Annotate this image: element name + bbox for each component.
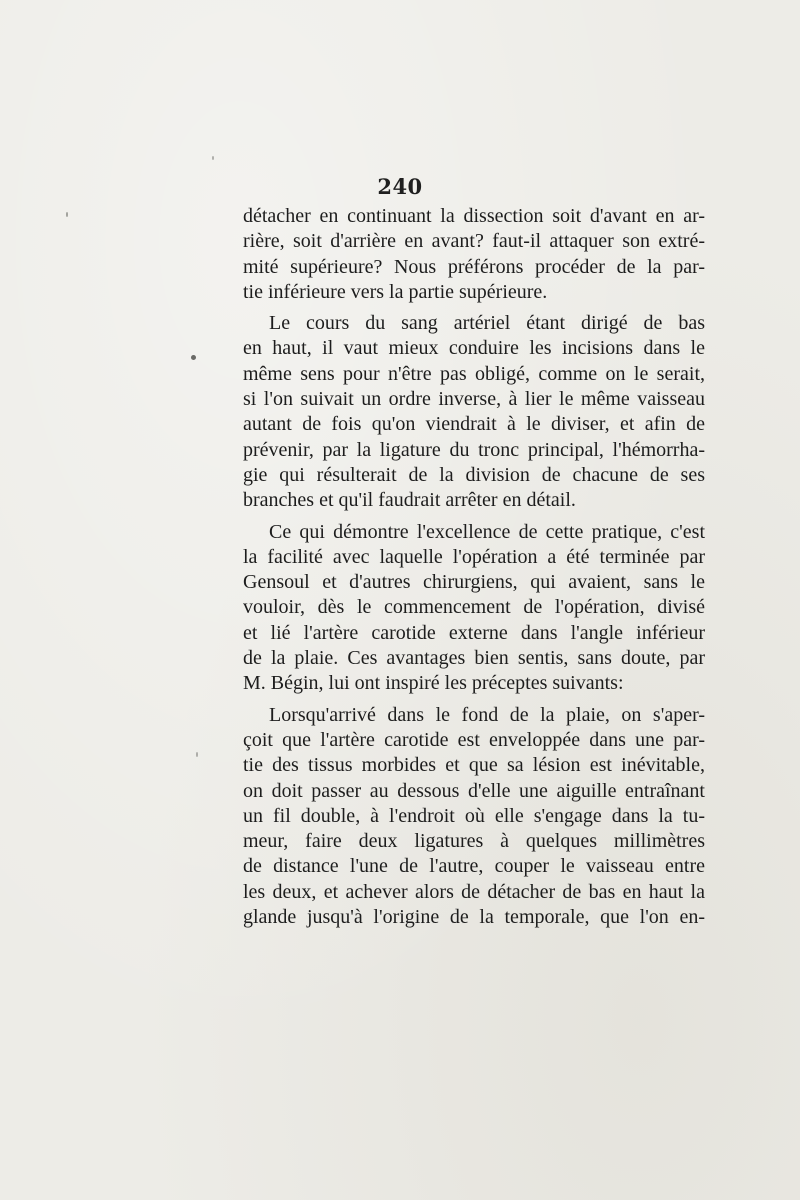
text-line: autant de fois qu'on viendrait à le diviser, et afin de <box>243 413 705 436</box>
text-line: en haut, il vaut mieux conduire les incisions dans le <box>243 337 705 360</box>
paragraph <box>243 703 705 931</box>
text-line: Le cours du sang artériel étant dirigé de bas <box>269 312 705 335</box>
text-line: détacher en continuant la dissection soit d'avant en ar- <box>243 205 705 227</box>
text-line: même sens pour n'être pas obligé, comme on le serait, <box>243 362 705 385</box>
text-line: de la plaie. Ces avantages bien sentis, sans doute, par <box>243 647 705 670</box>
text-line: meur, faire deux ligatures à quelques millimètres <box>243 830 705 853</box>
text-line: un fil double, à l'endroit où elle s'engage dans la tu- <box>243 804 705 827</box>
text-line: les deux, et achever alors de détacher de bas en haut la <box>243 880 705 903</box>
body-text <box>243 204 705 930</box>
text-line: de distance l'une de l'autre, couper le vaisseau entre <box>243 855 705 878</box>
text-line: et lié l'artère carotide externe dans l'angle inférieur <box>243 621 705 644</box>
paragraph <box>243 311 705 513</box>
paper-speck <box>191 355 196 360</box>
text-line: prévenir, par la ligature du tronc principal, l'hémorrha- <box>243 438 705 461</box>
text-line: glande jusqu'à l'origine de la temporale, que l'on en- <box>243 906 705 929</box>
text-line: tie inférieure vers la partie supérieure. <box>243 280 548 303</box>
paper-speck <box>66 212 68 217</box>
text-line: rière, soit d'arrière en avant? faut-il attaquer son extré- <box>243 230 705 253</box>
paper-speck <box>196 752 198 757</box>
text-line: M. Bégin, lui ont inspiré les préceptes suivants: <box>243 672 624 695</box>
text-line: Lorsqu'arrivé dans le fond de la plaie, on s'aper- <box>269 703 705 726</box>
text-line: la facilité avec laquelle l'opération a été terminée par <box>243 545 705 568</box>
page-number: 240 <box>377 174 423 199</box>
paragraph <box>243 520 705 697</box>
paper-speck <box>212 156 214 160</box>
text-line: on doit passer au dessous d'elle une aiguille entraînant <box>243 779 705 802</box>
text-line: branches et qu'il faudrait arrêter en détail. <box>243 489 576 512</box>
text-line: si l'on suivait un ordre inverse, à lier le même vaisseau <box>243 388 705 411</box>
text-line: tie des tissus morbides et que sa lésion est inévitable, <box>243 754 705 777</box>
text-line: Gensoul et d'autres chirurgiens, qui avaient, sans le <box>243 571 705 594</box>
text-line: Ce qui démontre l'excellence de cette pratique, c'est <box>269 520 705 543</box>
text-line: çoit que l'artère carotide est enveloppée dans une par- <box>243 728 705 751</box>
paragraph <box>243 204 705 305</box>
text-line: mité supérieure? Nous préférons procéder de la par- <box>243 255 705 278</box>
text-line: gie qui résulterait de la division de chacune de ses <box>243 463 705 486</box>
text-line: vouloir, dès le commencement de l'opération, divisé <box>243 596 705 619</box>
